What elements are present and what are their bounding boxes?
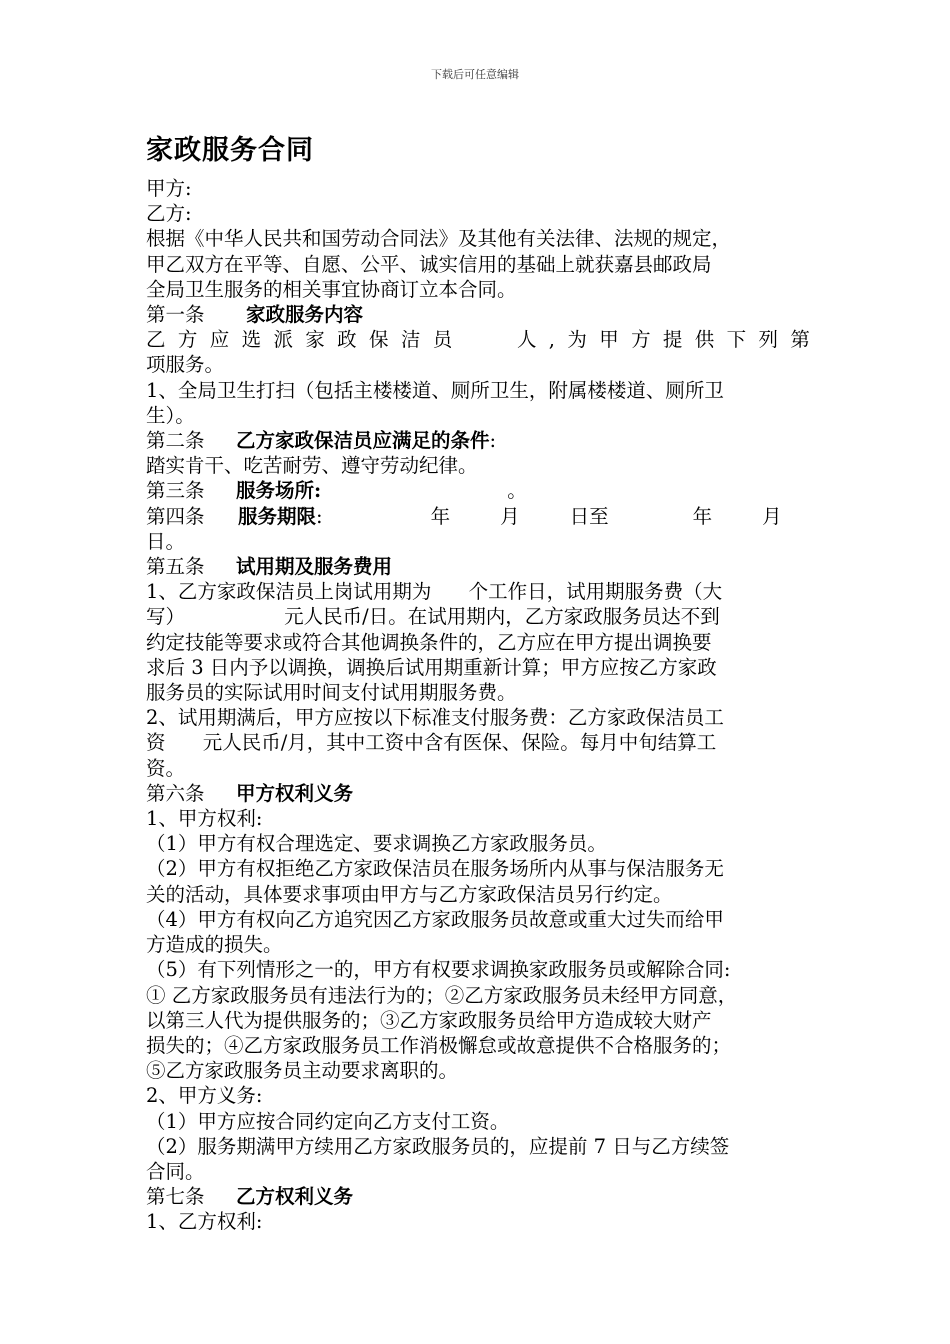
- blank-month: 月: [500, 504, 520, 528]
- justified-char: 乙: [146, 328, 166, 352]
- clause-line: 方造成的损失。: [146, 933, 283, 957]
- clause-line: （1）甲方应按合同约定向乙方支付工资。: [146, 1109, 510, 1133]
- justified-char: 列: [758, 328, 779, 352]
- blank-day-to: 日至: [569, 504, 609, 528]
- article-number: 第一条: [146, 303, 205, 327]
- justified-char: 员: [432, 328, 453, 352]
- clause-line: （2）服务期满甲方续用乙方家政服务员的，应提前 7 日与乙方续签: [146, 1134, 730, 1158]
- clause-line: 损失的；④乙方家政服务员工作消极懈怠或故意提供不合格服务的；: [146, 1033, 732, 1057]
- justified-char: 派: [273, 328, 293, 352]
- article-5-line: 约定技能等要求或符合其他调换条件的，乙方应在甲方提出调换要: [146, 630, 712, 654]
- justified-char: 家: [305, 328, 325, 352]
- article-6-heading: [146, 781, 810, 806]
- clause-line: 合同。: [146, 1159, 205, 1183]
- article-1-line: 项服务。: [146, 353, 225, 377]
- clause-line: （1）甲方有权合理选定、要求调换乙方家政服务员。: [146, 832, 607, 856]
- article-3-heading: [146, 478, 810, 503]
- justified-char: 为: [567, 328, 587, 352]
- party-b-line: 乙方:: [146, 202, 192, 226]
- colon: :: [316, 504, 323, 528]
- article-1-item: 生）。: [146, 403, 195, 427]
- justified-char: ,: [548, 328, 555, 352]
- clause-line: （4）甲方有权向乙方追究因乙方家政服务员故意或重大过失而给甲: [146, 907, 724, 931]
- article-title: 家政服务内容: [246, 303, 364, 327]
- article-title: 服务期限: [238, 504, 317, 528]
- document-title: 家政服务合同: [146, 135, 314, 166]
- justified-char: 方: [177, 328, 198, 352]
- article-5-line: 2、试用期满后，甲方应按以下标准支付服务费：乙方家政保洁员工: [146, 706, 724, 730]
- article-5-line: 写） 元人民币/日。在试用期内，乙方家政服务员达不到: [146, 605, 720, 629]
- article-number: 第四条: [146, 504, 205, 528]
- article-title: 服务场所:: [236, 479, 322, 503]
- rights-heading: 1、乙方权利:: [146, 1210, 263, 1234]
- article-2-body: 踏实肯干、吃苦耐劳、遵守劳动纪律。: [146, 454, 478, 478]
- article-title-colon: :: [489, 429, 497, 453]
- clause-line: ⑤乙方家政服务员主动要求离职的。: [146, 1059, 459, 1083]
- clause-line: 以第三人代为提供服务的；③乙方家政服务员给甲方造成较大财产: [146, 1008, 712, 1032]
- clause-line: （2）甲方有权拒绝乙方家政保洁员在服务场所内从事与保洁服务无: [146, 857, 724, 881]
- article-1-item: 1、全局卫生打扫（包括主楼楼道、厕所卫生，附属楼楼道、厕所卫: [146, 378, 724, 402]
- article-7-heading: [146, 1184, 810, 1209]
- clause-line: （5）有下列情形之一的，甲方有权要求调换家政服务员或解除合同:: [146, 958, 731, 982]
- article-number: 第三条: [146, 479, 205, 503]
- article-5-line: 1、乙方家政保洁员上岗试用期为 个工作日，试用期服务费（大: [146, 580, 723, 604]
- article-number: 第六条: [146, 781, 205, 805]
- article-5-heading: [146, 554, 810, 579]
- article-5-line: 资。: [146, 756, 186, 780]
- blank-year: 年: [692, 504, 713, 528]
- preamble-line: 根据《中华人民共和国劳动合同法》及其他有关法律、法规的规定，: [146, 227, 732, 251]
- article-5-line: 求后 3 日内予以调换，调换后试用期重新计算；甲方应按乙方家政: [146, 655, 717, 679]
- justified-char: [465, 327, 505, 352]
- justified-char: 选: [241, 328, 262, 352]
- blank-year: 年: [430, 504, 451, 528]
- clause-line: 关的活动，具体要求事项由甲方与乙方家政保洁员另行约定。: [146, 882, 673, 906]
- duties-heading: 2、甲方义务:: [146, 1084, 263, 1108]
- contract-document: [146, 128, 810, 1235]
- article-title: 乙方权利义务: [236, 1185, 354, 1209]
- justified-char: 甲: [599, 328, 619, 352]
- clause-line: ① 乙方家政服务员有违法行为的；②乙方家政服务员未经甲方同意，: [146, 983, 738, 1007]
- article-number: 第二条: [146, 429, 205, 453]
- article-number: 第七条: [146, 1185, 205, 1209]
- justified-char: 提: [662, 328, 683, 352]
- justified-char: 洁: [400, 328, 421, 352]
- justified-char: 人: [516, 328, 537, 352]
- article-3-tail: 。: [507, 479, 527, 503]
- justified-char: 保: [369, 328, 389, 352]
- article-5-line: 资 元人民币/月，其中工资中含有医保、保险。每月中旬结算工: [146, 731, 717, 755]
- article-1-line: [146, 327, 810, 352]
- article-number: 第五条: [146, 555, 205, 579]
- article-4-heading: [146, 504, 810, 529]
- article-title: 乙方家政保洁员应满足的条件: [236, 429, 490, 453]
- justified-char: 第: [790, 328, 810, 352]
- article-title: 甲方权利义务: [236, 781, 354, 805]
- header-note: 下载后可任意编辑: [431, 68, 519, 81]
- article-4-line: 日。: [146, 529, 186, 553]
- article-5-line: 服务员的实际试用时间支付试用期服务费。: [146, 681, 517, 705]
- blank-month: 月: [762, 504, 782, 528]
- justified-char: 方: [631, 328, 651, 352]
- justified-char: 供: [694, 328, 715, 352]
- article-2-heading: [146, 428, 810, 453]
- justified-char: 政: [337, 328, 357, 352]
- article-title: 试用期及服务费用: [236, 555, 393, 579]
- justified-char: 应: [209, 328, 230, 352]
- preamble-line: 甲乙双方在平等、自愿、公平、诚实信用的基础上就获嘉县邮政局: [146, 252, 712, 276]
- party-a-line: 甲方:: [146, 177, 192, 200]
- article-1-heading: [146, 302, 810, 327]
- justified-char: 下: [726, 328, 747, 352]
- rights-heading: 1、甲方权利:: [146, 807, 263, 831]
- preamble-line: 全局卫生服务的相关事宜协商订立本合同。: [146, 277, 517, 301]
